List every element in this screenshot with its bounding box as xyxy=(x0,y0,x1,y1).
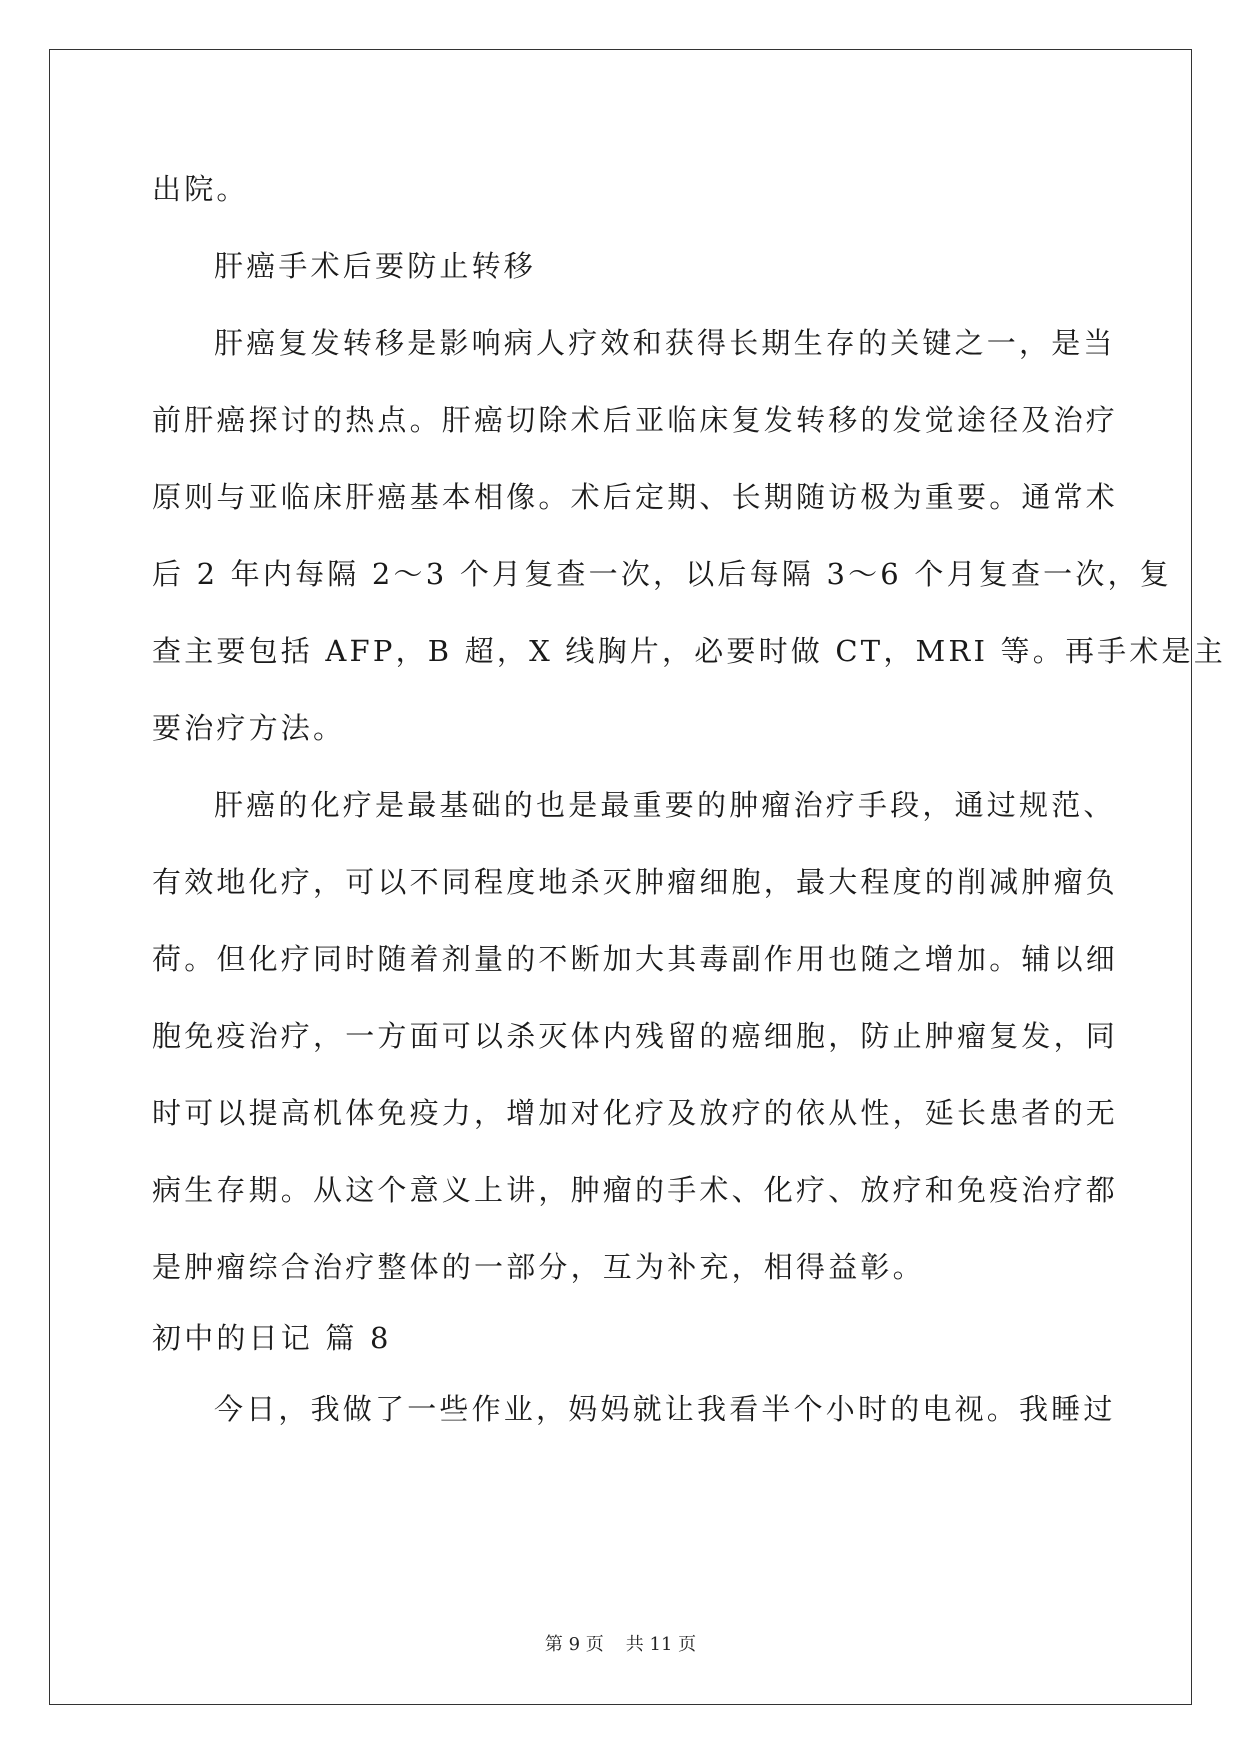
paragraph-line: 时可以提高机体免疫力，增加对化疗及放疗的依从性，延长患者的无 xyxy=(152,1096,1119,1130)
paragraph-line: 要治疗方法。 xyxy=(152,711,346,745)
page-footer xyxy=(0,1630,1241,1656)
paragraph-line: 原则与亚临床肝癌基本相像。术后定期、长期随访极为重要。通常术 xyxy=(152,480,1119,514)
page-total: 共 11 页 xyxy=(625,1634,697,1655)
paragraph-line: 后 2 年内每隔 2～3 个月复查一次，以后每隔 3～6 个月复查一次，复 xyxy=(152,557,1172,591)
paragraph-line: 胞免疫治疗，一方面可以杀灭体内残留的癌细胞，防止肿瘤复发，同 xyxy=(152,1019,1119,1053)
paragraph-line: 今日，我做了一些作业，妈妈就让我看半个小时的电视。我睡过 xyxy=(214,1392,1116,1426)
section-subheading: 肝癌手术后要防止转移 xyxy=(214,249,537,283)
paragraph-line: 出院。 xyxy=(152,172,249,206)
paragraph-line: 病生存期。从这个意义上讲，肿瘤的手术、化疗、放疗和免疫治疗都 xyxy=(152,1173,1119,1207)
paragraph-line: 荷。但化疗同时随着剂量的不断加大其毒副作用也随之增加。辅以细 xyxy=(152,942,1119,976)
paragraph-line: 是肿瘤综合治疗整体的一部分，互为补充，相得益彰。 xyxy=(152,1250,925,1284)
document-body xyxy=(152,160,1226,1457)
section-heading: 初中的日记 篇 8 xyxy=(152,1321,392,1355)
paragraph-line: 前肝癌探讨的热点。肝癌切除术后亚临床复发转移的发觉途径及治疗 xyxy=(152,403,1119,437)
page-number: 第 9 页 xyxy=(544,1634,604,1655)
paragraph-line: 有效地化疗，可以不同程度地杀灭肿瘤细胞，最大程度的削减肿瘤负 xyxy=(152,865,1119,899)
paragraph-line: 肝癌复发转移是影响病人疗效和获得长期生存的关键之一，是当 xyxy=(214,326,1116,360)
paragraph-line: 查主要包括 AFP，B 超，X 线胸片，必要时做 CT，MRI 等。再手术是主 xyxy=(152,634,1226,668)
paragraph-line: 肝癌的化疗是最基础的也是最重要的肿瘤治疗手段，通过规范、 xyxy=(214,788,1116,822)
